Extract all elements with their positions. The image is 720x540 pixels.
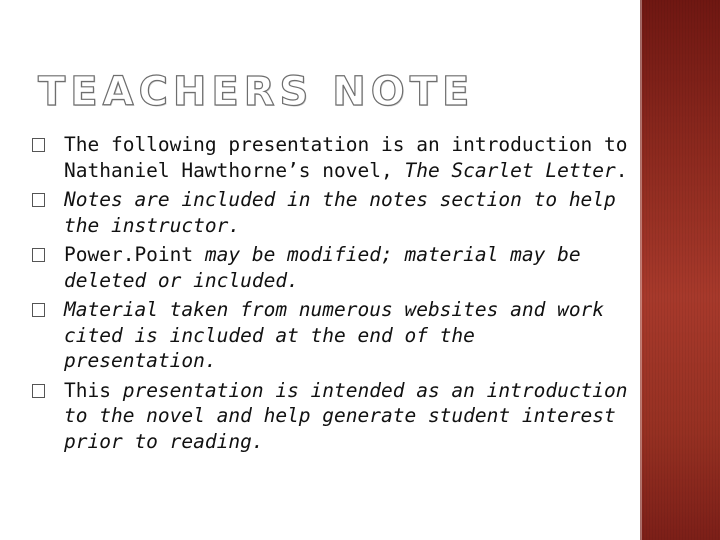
bullet-text: The following presentation is an introduction to Nathaniel Hawthorne’s novel, — [64, 133, 628, 182]
bullet-text: Power.Point — [64, 243, 194, 266]
bullet-item — [30, 378, 630, 455]
square-bullet-icon — [32, 303, 45, 317]
bullet-item — [30, 187, 630, 238]
bullet-text-italic: Material taken from numerous websites and work cited is included at the end of the presentation. — [64, 298, 605, 372]
bullet-text-italic: may be modified; material may be deleted or included. — [64, 243, 581, 292]
square-bullet-icon — [32, 138, 45, 152]
bullet-text-italic: presentation is intended as an introduction to the novel and help generate student interest prior to reading. — [64, 378, 628, 453]
bullet-text-italic: Notes are included in the notes section to help the instructor. — [64, 188, 616, 237]
bullet-text: . — [615, 158, 628, 182]
square-bullet-icon — [32, 384, 45, 398]
bullet-item — [30, 242, 630, 293]
square-bullet-icon — [32, 248, 45, 262]
bullet-text: This — [64, 378, 111, 402]
decorative-side-band — [640, 0, 720, 540]
bullet-item — [30, 297, 630, 374]
bullet-text-italic: The Scarlet Letter — [404, 158, 616, 182]
slide-title: TEACHERS NOTE — [38, 69, 475, 115]
bullet-list — [30, 132, 630, 458]
bullet-item — [30, 132, 630, 183]
square-bullet-icon — [32, 193, 45, 207]
